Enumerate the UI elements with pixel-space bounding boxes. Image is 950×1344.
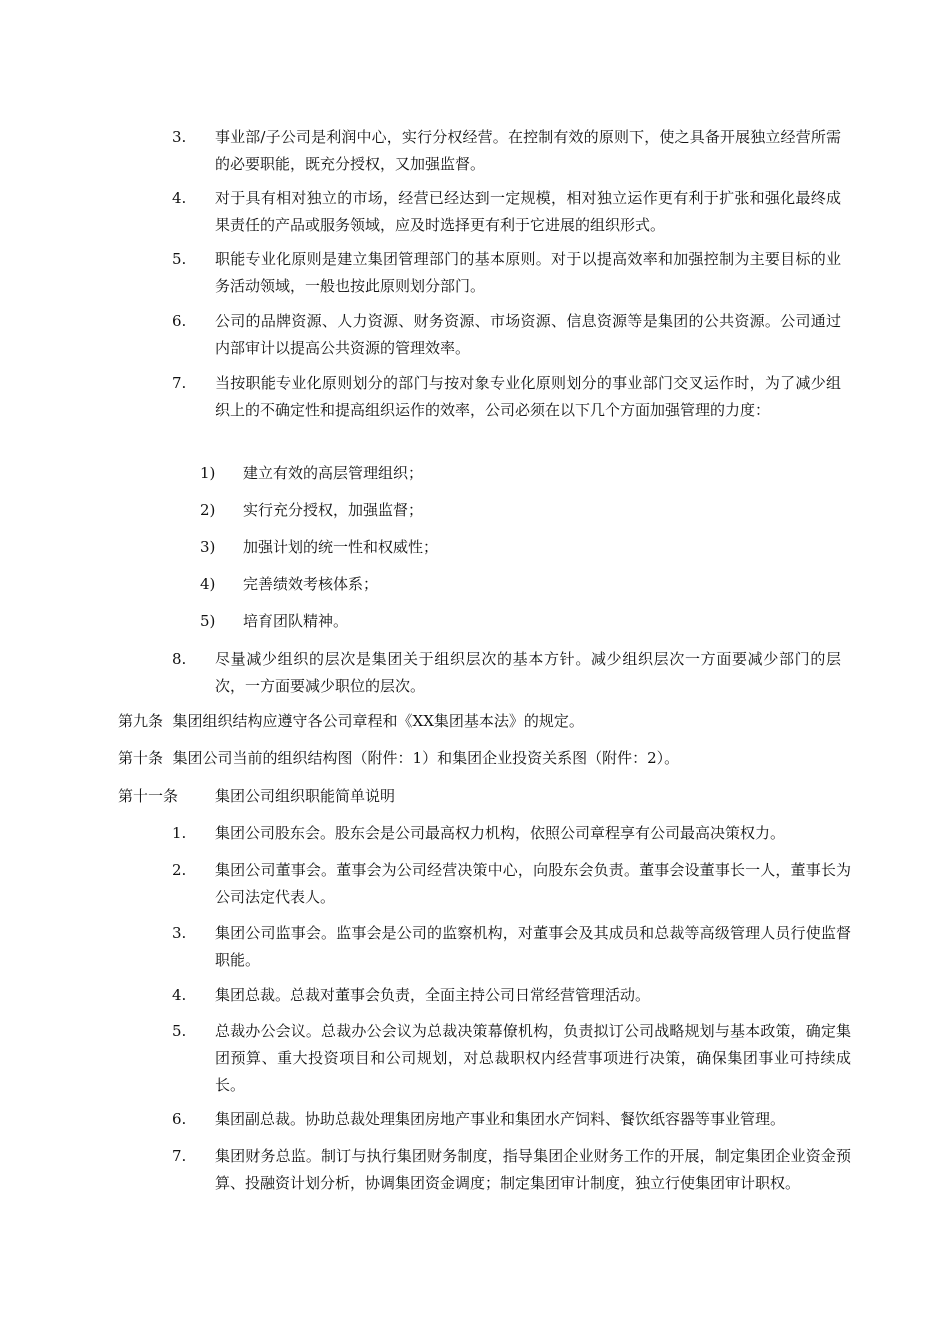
item-number: 7.	[172, 1147, 187, 1165]
article-text: 第十条 集团公司当前的组织结构图（附件：1）和集团企业投资关系图（附件：2）。	[118, 749, 680, 767]
item-text: 集团副总裁。协助总裁处理集团房地产事业和集团水产饲料、餐饮纸容器等事业管理。	[215, 1110, 786, 1128]
sub-item-number: 1)	[200, 464, 216, 482]
item-number: 5.	[172, 1022, 187, 1040]
item-text: 公司的品牌资源、人力资源、财务资源、市场资源、信息资源等是集团的公共资源。公司通过内部审计以提高公共资源的管理效率。	[215, 312, 841, 357]
item-number: 6.	[172, 312, 187, 330]
sub-item-text: 培育团队精神。	[243, 612, 349, 630]
item-text: 集团公司董事会。董事会为公司经营决策中心，向股东会负责。董事会设董事长一人，董事长为公司法定代表人。	[215, 861, 851, 906]
sub-item-text: 加强计划的统一性和权威性；	[243, 538, 439, 556]
article-title: 集团公司组织职能简单说明	[215, 787, 396, 805]
item-text: 对于具有相对独立的市场，经营已经达到一定规模，相对独立运作更有利于扩张和强化最终成果责任的产品或服务领域，应及时选择更有利于它进展的组织形式。	[215, 189, 841, 234]
item-text: 总裁办公会议。总裁办公会议为总裁决策幕僚机构，负责拟订公司战略规划与基本政策，确定集团预算、重大投资项目和公司规划，对总裁职权内经营事项进行决策，确保集团事业可持续成长。	[215, 1022, 851, 1094]
item-number: 1.	[172, 824, 187, 842]
item-number: 3.	[172, 924, 187, 942]
item-number: 8.	[172, 650, 187, 668]
sub-item-text: 建立有效的高层管理组织；	[243, 464, 424, 482]
sub-item-number: 2)	[200, 501, 216, 519]
sub-item-text: 实行充分授权，加强监督；	[243, 501, 424, 519]
item-text: 集团公司监事会。监事会是公司的监察机构，对董事会及其成员和总裁等高级管理人员行使监督职能。	[215, 924, 851, 969]
item-number: 4.	[172, 189, 187, 207]
item-text: 当按职能专业化原则划分的部门与按对象专业化原则划分的事业部门交叉运作时，为了减少组织上的不确定性和提高组织运作的效率，公司必须在以下几个方面加强管理的力度：	[215, 374, 841, 419]
item-text: 集团总裁。总裁对董事会负责，全面主持公司日常经营管理活动。	[215, 986, 651, 1004]
item-number: 7.	[172, 374, 187, 392]
article-text: 第九条 集团组织结构应遵守各公司章程和《XX集团基本法》的规定。	[118, 712, 584, 730]
sub-item-text: 完善绩效考核体系；	[243, 575, 379, 593]
item-text: 集团公司股东会。股东会是公司最高权力机构，依照公司章程享有公司最高决策权力。	[215, 824, 786, 842]
item-number: 3.	[172, 128, 187, 146]
item-text: 尽量减少组织的层次是集团关于组织层次的基本方针。减少组织层次一方面要减少部门的层次，一方面要减少职位的层次。	[215, 650, 841, 695]
item-text: 集团财务总监。制订与执行集团财务制度，指导集团企业财务工作的开展，制定集团企业资金预算、投融资计划分析，协调集团资金调度；制定集团审计制度，独立行使集团审计职权。	[215, 1147, 851, 1192]
item-number: 4.	[172, 986, 187, 1004]
sub-item-number: 4)	[200, 575, 216, 593]
article-heading: 第十一条	[118, 787, 179, 805]
item-number: 5.	[172, 250, 187, 268]
item-number: 2.	[172, 861, 187, 879]
sub-item-number: 3)	[200, 538, 216, 556]
item-text: 事业部/子公司是利润中心，实行分权经营。在控制有效的原则下，使之具备开展独立经营所需的必要职能，既充分授权，又加强监督。	[215, 128, 841, 173]
item-number: 6.	[172, 1110, 187, 1128]
sub-item-number: 5)	[200, 612, 216, 630]
item-text: 职能专业化原则是建立集团管理部门的基本原则。对于以提高效率和加强控制为主要目标的业务活动领域，一般也按此原则划分部门。	[215, 250, 841, 295]
